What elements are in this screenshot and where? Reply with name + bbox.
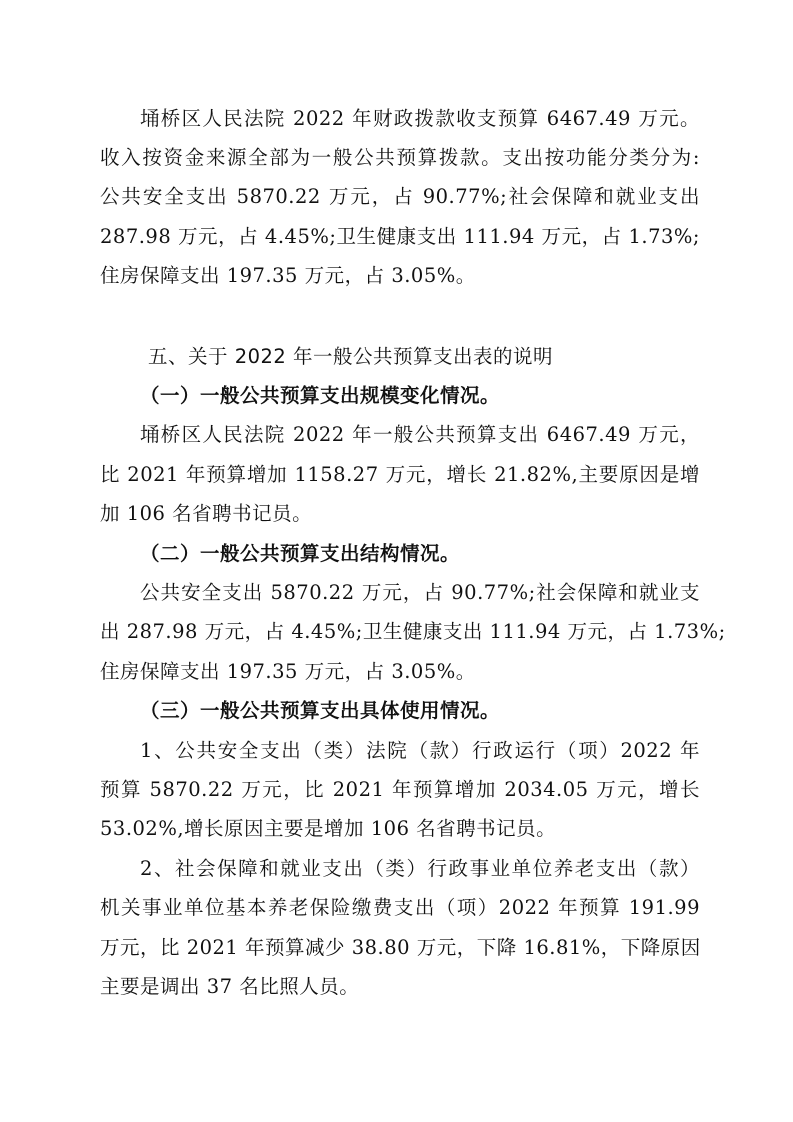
part2-line-2: 出 287.98 万元，占 4.45%;卫生健康支出 111.94 万元，占 1.73%;: [100, 620, 726, 643]
intro-line-3: 公共安全支出 5870.22 万元，占 90.77%;社会保障和就业支出: [100, 185, 700, 208]
part3-item1-line-1: 1、公共安全支出（类）法院（款）行政运行（项）2022 年: [140, 739, 700, 762]
intro-line-5: 住房保障支出 197.35 万元，占 3.05%。: [100, 264, 476, 287]
part2-line-1: 公共安全支出 5870.22 万元，占 90.77%;社会保障和就业支: [140, 581, 701, 604]
part3-item1-line-2: 预算 5870.22 万元，比 2021 年预算增加 2034.05 万元，增长: [100, 778, 700, 801]
intro-line-2: 收入按资金来源全部为一般公共预算拨款。支出按功能分类分为:: [100, 146, 700, 169]
section-heading: 五、关于 2022 年一般公共预算支出表的说明: [148, 345, 554, 368]
part3-item2-line-1: 2、社会保障和就业支出（类）行政事业单位养老支出（款）: [140, 857, 700, 880]
part1-line-2: 比 2021 年预算增加 1158.27 万元，增长 21.82%,主要原因是增: [100, 463, 700, 486]
part3-item2-line-2: 机关事业单位基本养老保险缴费支出（项）2022 年预算 191.99: [100, 896, 700, 919]
part2-line-3: 住房保障支出 197.35 万元，占 3.05%。: [100, 660, 476, 683]
part3-item2-line-4: 主要是调出 37 名比照人员。: [100, 975, 360, 998]
part1-line-1: 埇桥区人民法院 2022 年一般公共预算支出 6467.49 万元，: [140, 423, 700, 446]
part3-item1-line-3: 53.02%,增长原因主要是增加 106 名省聘书记员。: [100, 817, 557, 840]
subsection-heading-2: （二）一般公共预算支出结构情况。: [140, 542, 461, 565]
subsection-heading-3: （三）一般公共预算支出具体使用情况。: [140, 699, 501, 722]
intro-line-1: 埇桥区人民法院 2022 年财政拨款收支预算 6467.49 万元。: [140, 107, 700, 130]
intro-line-4: 287.98 万元，占 4.45%;卫生健康支出 111.94 万元，占 1.73%;: [100, 225, 700, 248]
part1-line-3: 加 106 名省聘书记员。: [100, 502, 313, 525]
subsection-heading-1: （一）一般公共预算支出规模变化情况。: [140, 384, 501, 407]
part3-item2-line-3: 万元，比 2021 年预算减少 38.80 万元，下降 16.81%，下降原因: [100, 936, 701, 959]
